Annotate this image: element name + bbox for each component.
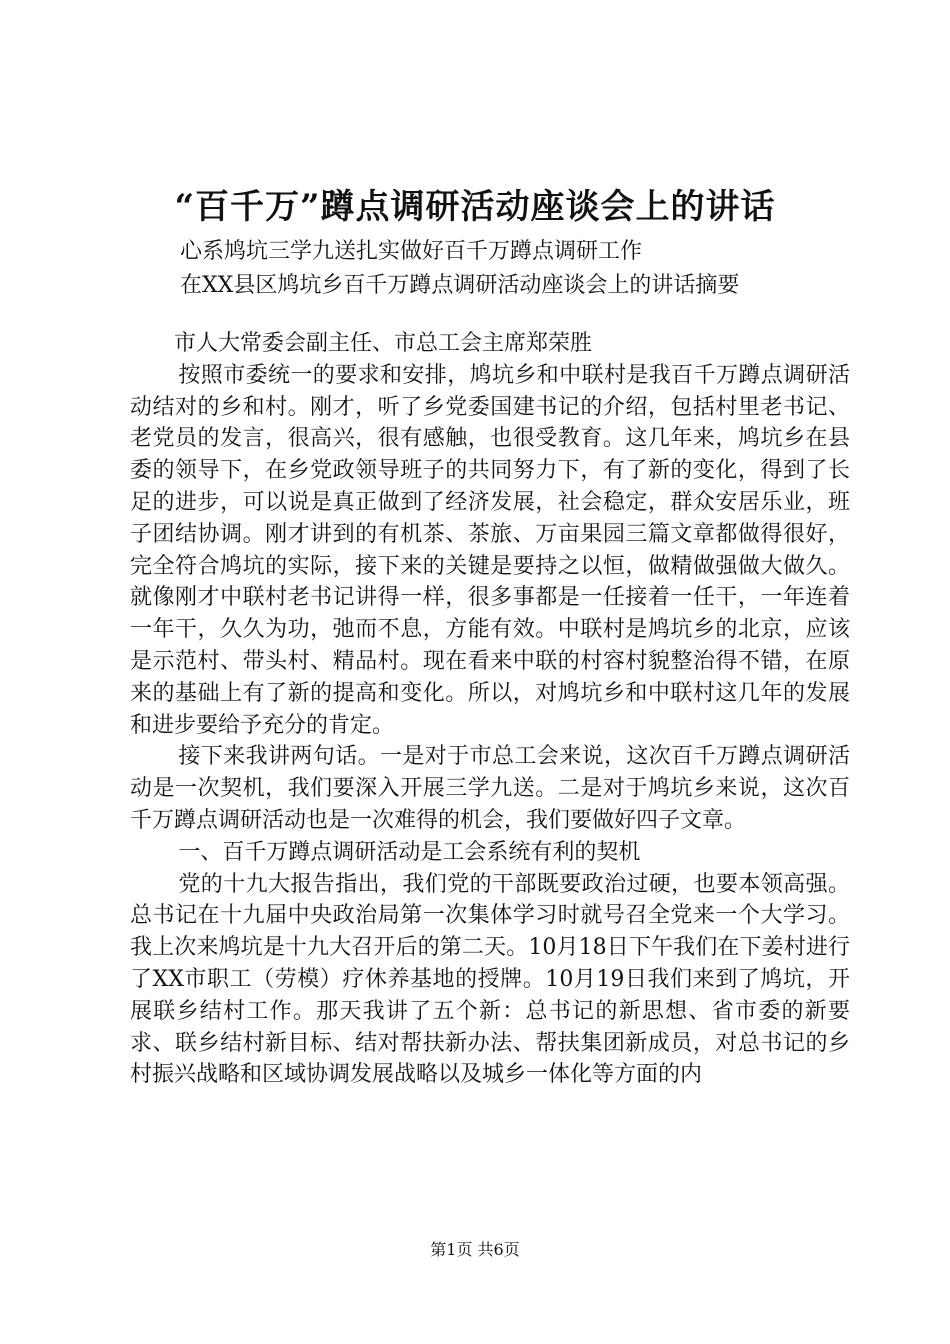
document-title: “百千万”蹲点调研活动座谈会上的讲话 [174, 187, 776, 227]
body-paragraph: 接下来我讲两句话。一是对于市总工会来说，这次百千万蹲点调研活动是一次契机，我们要深入开展三学九送。二是对于鸠坑乡来说，这次百千万蹲点调研活动也是一次难得的机会，我们要做好四子文章。 [130, 744, 850, 833]
page-footer: 第1页 共6页 [430, 1240, 520, 1259]
section-heading: 一、百千万蹲点调研活动是工会系统有利的契机 [178, 839, 641, 865]
document-subtitle-1: 心系鸠坑三学九送扎实做好百千万蹲点调研工作 [180, 239, 643, 264]
document-body [130, 328, 850, 1091]
document-subtitle-2: 在XX县区鸠坑乡百千万蹲点调研活动座谈会上的讲话摘要 [180, 273, 740, 298]
author-line: 市人大常委会副主任、市总工会主席郑荣胜 [174, 331, 593, 356]
body-paragraph: 按照市委统一的要求和安排，鸠坑乡和中联村是我百千万蹲点调研活动结对的乡和村。刚才，听了乡党委国建书记的介绍，包括村里老书记、老党员的发言，很高兴，很有感触，也很受教育。这几年来，鸠坑乡在县委的领导下，在乡党政领导班子的共同努力下，有了新的变化，得到了长足的进步，可以说是真正做到了经济发展，社会稳定，群众安居乐业，班子团结协调。刚才讲到的有机茶、茶旅、万亩果园三篇文章都做得很好，完全符合鸠坑的实际，接下来的关键是要持之以恒，做精做强做大做久。就像刚才中联村老书记讲得一样，很多事都是一任接着一任干，一年连着一年干，久久为功，弛而不息，方能有效。中联村是鸠坑乡的北京，应该是示范村、带头村、精品村。现在看来中联的村容村貌整治得不错，在原来的基础上有了新的提高和变化。所以，对鸠坑乡和中联村这几年的发展和进步要给予充分的肯定。 [130, 362, 850, 738]
body-paragraph: 党的十九大报告指出，我们党的干部既要政治过硬，也要本领高强。总书记在十九届中央政治局第一次集体学习时就号召全党来一个大学习。我上次来鸠坑是十九大召开后的第二天。10月18日下午我们在下姜村进行了XX市职工（劳模）疗休养基地的授牌。10月19日我们来到了鸠坑，开展联乡结村工作。那天我讲了五个新：总书记的新思想、省市委的新要求、联乡结村新目标、结对帮扶新办法、帮扶集团新成员，对总书记的乡村振兴战略和区域协调发展战略以及城乡一体化等方面的内 [130, 871, 850, 1088]
